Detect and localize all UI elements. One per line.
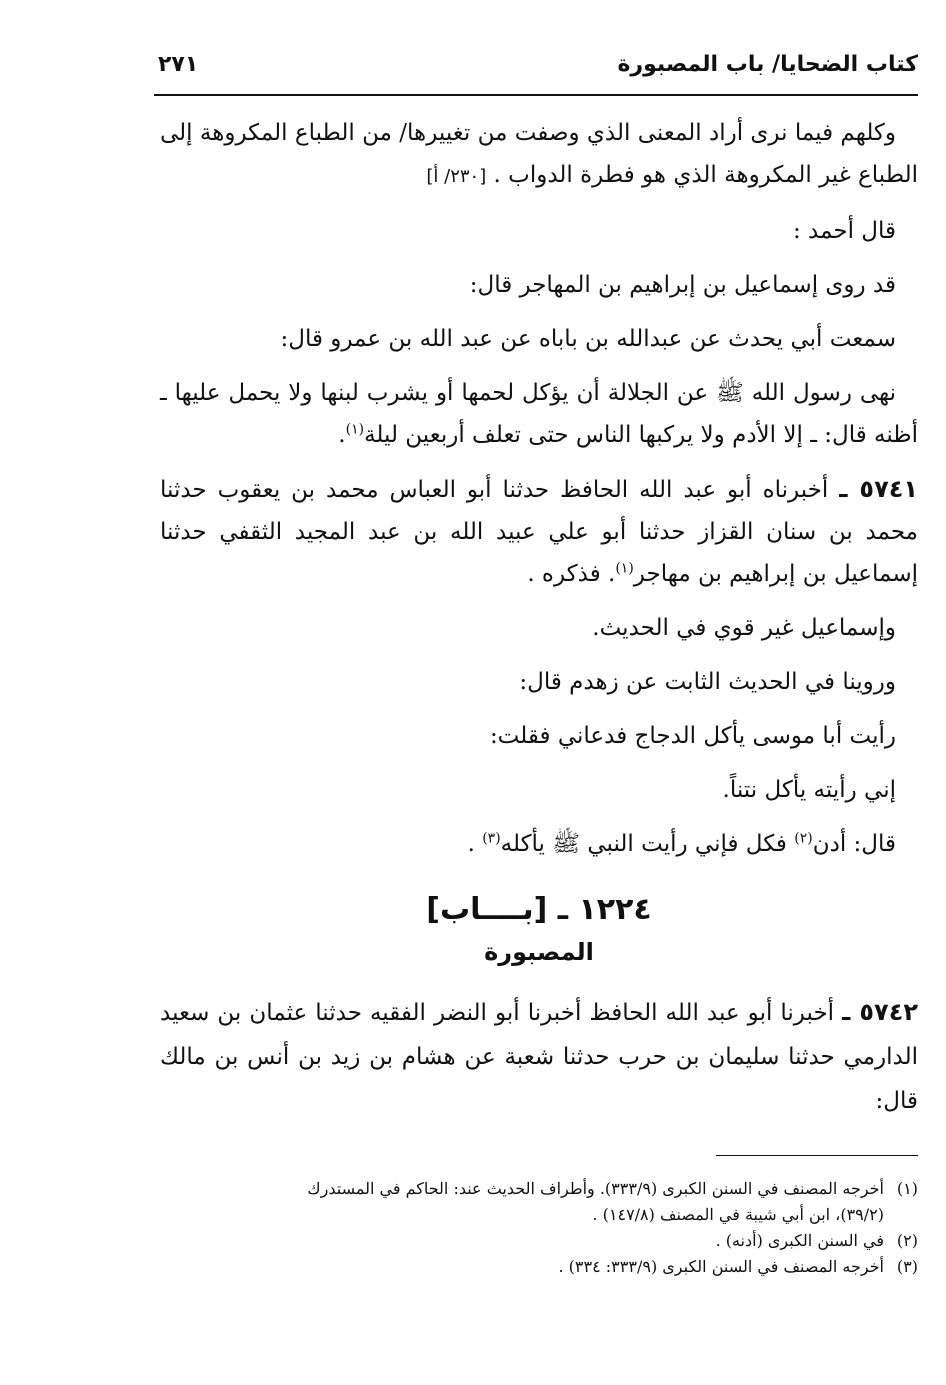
footnote-rule (716, 1155, 918, 1156)
margin-note: [٢٣٠/ أ] (426, 166, 487, 187)
running-title: كتاب الضحايا/ باب المصبورة (617, 52, 918, 77)
paragraph-text: وكلهم فيما نرى أراد المعنى الذي وصفت من تغييرها/ من الطباع المكروهة إلى الطباع غير المكروهة الذي هو فطرة الدواب . (160, 120, 918, 188)
paragraph-text: فكل فإني رأيت النبي ﷺ يأكله (500, 831, 795, 857)
hadith-text: أخبرناه أبو عبد الله الحافظ حدثنا أبو العباس محمد بن يعقوب حدثنا محمد بن سنان القزاز حدثنا أبو علي عبيد الله بن عبد المجيد الثقفي حدثنا إسماعيل بن إبراهيم بن مهاجر (160, 477, 918, 587)
footnote-3 (160, 1254, 918, 1280)
footnote-ref: (٢) (794, 830, 813, 847)
paragraph-end: . (338, 422, 346, 448)
paragraph (160, 372, 918, 456)
paragraph (160, 112, 918, 198)
paragraph-end: . فذكره . (527, 561, 616, 587)
paragraph: إني رأيته يأكل نتناً. (722, 777, 896, 803)
hadith-5741 (160, 468, 918, 595)
main-text (160, 112, 918, 877)
paragraph: وروينا في الحديث الثابت عن زهدم قال: (519, 669, 896, 695)
paragraph: قد روى إسماعيل بن إبراهيم بن المهاجر قال: (469, 272, 896, 298)
footnote-1 (160, 1176, 918, 1202)
footnote-text: أخرجه المصنف في السنن الكبرى (٣٣٣/٩: ٣٣٤) . (558, 1257, 884, 1276)
footnote-1-continued: (٣٩/٢)، ابن أبي شيبة في المصنف (١٤٧/٨) . (592, 1205, 884, 1224)
hadith-number: ٥٧٤١ ـ (839, 475, 919, 503)
footnote-number: (٣) (896, 1257, 918, 1276)
footnote-2 (160, 1228, 918, 1254)
paragraph: وإسماعيل غير قوي في الحديث. (592, 615, 896, 641)
hadith-text: أخبرنا أبو عبد الله الحافظ أخبرنا أبو النضر الفقيه حدثنا عثمان بن سعيد الدارمي حدثنا سليمان بن حرب حدثنا شعبة عن هشام بن زيد بن أنس بن مالك قال: (160, 1000, 918, 1114)
paragraph: رأيت أبا موسى يأكل الدجاج فدعاني فقلت: (489, 723, 896, 749)
paragraph: قال أحمد : (792, 218, 896, 244)
hadith-number: ٥٧٤٢ ـ (842, 998, 918, 1026)
paragraph: سمعت أبي يحدث عن عبدالله بن باباه عن عبد الله بن عمرو قال: (280, 326, 896, 352)
footnote-text: في السنن الكبرى (أدنه) . (715, 1231, 884, 1250)
footnote-number: (٢) (896, 1231, 918, 1250)
footnote-ref: (١) (345, 421, 365, 438)
chapter-text (160, 990, 918, 1135)
chapter-heading (160, 888, 918, 972)
chapter-subtitle: المصبورة (484, 938, 594, 966)
paragraph-text: قال: أدن (812, 831, 896, 857)
page-header (154, 52, 918, 92)
paragraph (160, 823, 918, 865)
chapter-title: ١٢٢٤ ـ [بــــاب] (426, 892, 652, 927)
footnote-ref: (٣) (482, 830, 501, 847)
paragraph-text: نهى رسول الله ﷺ عن الجلالة أن يؤكل لحمها أو يشرب لبنها ولا يحمل عليها ـ أظنه قال: ـ إلا الأدم ولا يركبها الناس حتى تعلف أربعين ليلة (160, 380, 918, 448)
footnote-number: (١) (896, 1179, 918, 1198)
footnote-text: أخرجه المصنف في السنن الكبرى (٣٣٣/٩). وأطراف الحديث عند: الحاكم في المستدرك (307, 1179, 884, 1198)
footnotes (160, 1176, 918, 1280)
header-rule (154, 94, 918, 96)
paragraph-end: . (467, 831, 483, 857)
page-number: ٢٧١ (158, 52, 199, 77)
footnote-ref: (١) (615, 560, 634, 577)
hadith-5742 (160, 990, 918, 1123)
